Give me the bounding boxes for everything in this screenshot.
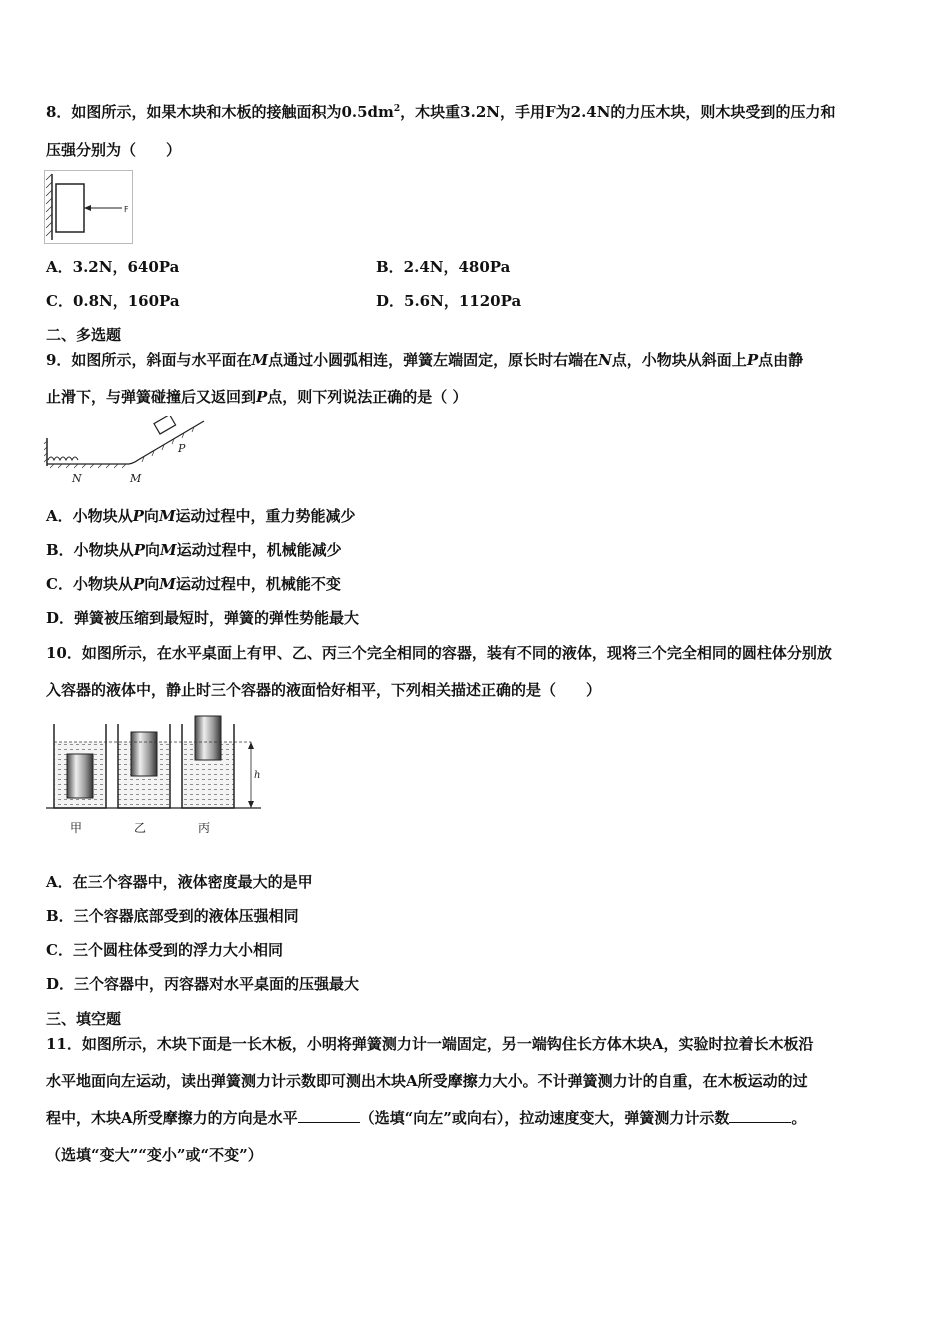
q9-var-m: M	[251, 351, 269, 369]
q8-figure-label-f: F	[124, 205, 129, 214]
q9-var-p: P	[132, 575, 145, 593]
q9-stem-text: 点通过小圆弧相连，弹簧左端固定，原长时右端在	[268, 351, 599, 369]
q9-stem-line1	[46, 350, 916, 370]
q8-stem-line1	[46, 102, 916, 122]
q9-figure-label-n: N	[72, 472, 82, 485]
q8-stem-line2: 压强分别为（ ）	[46, 141, 182, 159]
q11-stem-line1: 11．如图所示，木块下面是一长木板，小明将弹簧测力计一端固定，另一端钩住长方体木块A，实验时拉着长木板沿	[46, 1035, 814, 1053]
q8-superscript: 2	[393, 104, 401, 114]
q8-figure	[44, 170, 134, 245]
q8-option-a[interactable]: A．3.2N，640Pa	[46, 258, 180, 276]
q10-option-a[interactable]: A．在三个容器中，液体密度最大的是甲	[46, 873, 313, 891]
q11-stem-line4: （选填“变大”“变小”或“不变”）	[46, 1146, 263, 1164]
q10-stem-line2: 入容器的液体中，静止时三个容器的液面恰好相平，下列相关描述正确的是（ ）	[46, 681, 602, 699]
q11-blank-direction[interactable]	[298, 1108, 360, 1123]
q11-stem-text: 。	[791, 1109, 807, 1127]
q9-option-c[interactable]	[46, 574, 341, 594]
q8-stem-text-a: 8．如图所示，如果木块和木板的接触面积为0.5dm	[46, 103, 394, 121]
q9-option-d[interactable]: D．弹簧被压缩到最短时，弹簧的弹性势能最大	[46, 609, 360, 627]
q9-var-m: M	[159, 541, 177, 559]
q10-option-c[interactable]: C．三个圆柱体受到的浮力大小相同	[46, 941, 283, 959]
q11-blank-reading[interactable]	[729, 1108, 791, 1123]
q8-option-b[interactable]: B．2.4N，480Pa	[376, 258, 511, 276]
q9-var-m: M	[159, 575, 176, 593]
q9-option-text: C．小物块从	[46, 575, 133, 593]
q9-option-b[interactable]	[46, 540, 342, 560]
q9-stem-text: 止滑下，与弹簧碰撞后又返回到	[46, 388, 257, 406]
q9-var-p: P	[746, 351, 759, 369]
q10-figure	[46, 712, 271, 840]
q9-option-text: 向	[144, 575, 160, 593]
q9-option-text: 运动过程中，重力势能减少	[175, 507, 356, 525]
q10-option-d[interactable]: D．三个容器中，丙容器对水平桌面的压强最大	[46, 975, 360, 993]
q9-var-p: P	[132, 507, 144, 525]
q9-figure	[44, 416, 214, 488]
q10-option-b[interactable]: B．三个容器底部受到的液体压强相同	[46, 907, 299, 925]
q11-stem-line2: 水平地面向左运动，读出弹簧测力计示数即可测出木块A所受摩擦力大小。不计弹簧测力计的自重，在木板运动的过	[46, 1072, 808, 1090]
q11-stem-text: （选填“向左”或向右），拉动速度变大，弹簧测力计示数	[359, 1109, 730, 1127]
q9-stem-text: 点，则下列说法正确的是（ ）	[267, 388, 468, 406]
q9-option-text: A．小物块从	[46, 507, 133, 525]
q10-figure-label-jia: 甲	[70, 821, 83, 835]
q9-figure-label-m: M	[130, 472, 142, 485]
q11-stem-text: 程中，木块A所受摩擦力的方向是水平	[46, 1109, 298, 1127]
q11-stem-line3	[46, 1108, 916, 1128]
q9-stem-text: 点，小物块从斜面上	[611, 351, 747, 369]
q8-option-c[interactable]: C．0.8N，160Pa	[46, 292, 180, 310]
q8-option-d[interactable]: D．5.6N，1120Pa	[376, 292, 522, 310]
q9-var-p: P	[133, 541, 145, 559]
q9-option-text: 向	[143, 507, 159, 525]
q9-option-text: 运动过程中，机械能减少	[176, 541, 342, 559]
q9-var-p: P	[256, 388, 268, 406]
q9-option-text: 运动过程中，机械能不变	[175, 575, 341, 593]
q9-option-text: 向	[144, 541, 160, 559]
q9-var-m: M	[158, 507, 176, 525]
section-title-multiple-choice: 二、多选题	[46, 326, 122, 344]
q10-figure-label-bing: 丙	[198, 821, 211, 835]
q9-option-a[interactable]	[46, 506, 356, 526]
q10-figure-label-h: h	[254, 770, 261, 781]
q9-figure-label-p: P	[178, 442, 186, 455]
q10-figure-label-yi: 乙	[134, 821, 147, 835]
q9-stem-line2	[46, 387, 916, 407]
q10-stem-line1: 10．如图所示，在水平桌面上有甲、乙、丙三个完全相同的容器，装有不同的液体，现将三个完全相同的圆柱体分别放	[46, 644, 832, 662]
section-title-fill-blank: 三、填空题	[46, 1010, 122, 1028]
q9-stem-text: 9．如图所示，斜面与水平面在	[46, 351, 252, 369]
q9-option-text: B．小物块从	[46, 541, 134, 559]
q9-stem-text: 点由静	[758, 351, 804, 369]
q9-var-n: N	[598, 351, 612, 369]
q8-stem-text-b: ，木块重3.2N，手用F为2.4N的力压木块，则木块受到的压力和	[400, 103, 836, 121]
